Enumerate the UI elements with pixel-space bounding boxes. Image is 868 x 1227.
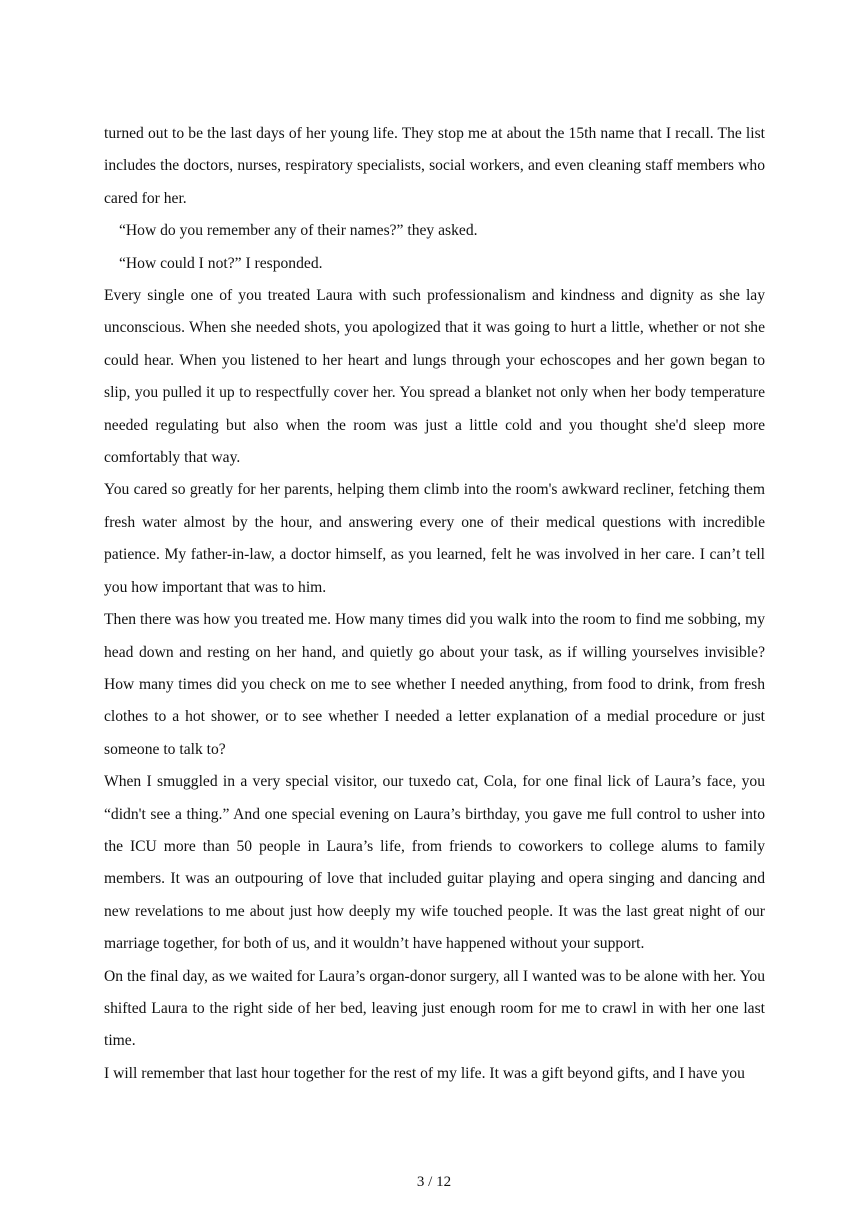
paragraph-7: When I smuggled in a very special visitor, our tuxedo cat, Cola, for one final lick of Laura’s face, you “didn't see a thing.” And one special evening on Laura’s birthday, you gave me full control to usher into the ICU more than 50 people in Laura’s life, from friends to coworkers to college alums to family members. It was an outpouring of love that included guitar playing and opera singing and dancing and new revelations to me about just how deeply my wife touched people. It was the last great night of our marriage together, for both of us, and it wouldn’t have happened without your support. <box>104 773 765 953</box>
paragraph-1: turned out to be the last days of her young life. They stop me at about the 15th name that I recall. The list includes the doctors, nurses, respiratory specialists, social workers, and even cleaning staff members who cared for her. <box>104 125 765 207</box>
body-text <box>104 118 765 1090</box>
paragraph-5: You cared so greatly for her parents, helping them climb into the room's awkward recliner, fetching them fresh water almost by the hour, and answering every one of their medical questions with incredible patience. My father-in-law, a doctor himself, as you learned, felt he was involved in her care. I can’t tell you how important that was to him. <box>104 481 765 596</box>
paragraph-8: On the final day, as we waited for Laura’s organ-donor surgery, all I wanted was to be alone with her. You shifted Laura to the right side of her bed, leaving just enough room for me to crawl in with her one last time. <box>104 967 765 1050</box>
paragraph-2-quote: “How do you remember any of their names?” they asked. <box>119 222 478 240</box>
paragraph-6: Then there was how you treated me. How many times did you walk into the room to find me sobbing, my head down and resting on her hand, and quietly go about your task, as if willing yourselves invisible? How many times did you check on me to see whether I needed anything, from food to drink, from fresh clothes to a hot shower, or to see whether I needed a letter explanation of a medial procedure or just someone to talk to? <box>104 611 765 758</box>
page-number: 3 / 12 <box>416 1174 452 1190</box>
paragraph-3-quote: “How could I not?” I responded. <box>119 254 323 272</box>
paragraph-9: I will remember that last hour together for the rest of my life. It was a gift beyond gifts, and I have you <box>104 1064 745 1082</box>
paragraph-4: Every single one of you treated Laura with such professionalism and kindness and dignity as she lay unconscious. When she needed shots, you apologized that it was going to hurt a little, whether or not she could hear. When you listened to her heart and lungs through your echoscopes and her gown began to slip, you pulled it up to respectfully cover her. You spread a blanket not only when her body temperature needed regulating but also when the room was just a little cold and you thought she'd sleep more comfortably that way. <box>104 287 765 467</box>
